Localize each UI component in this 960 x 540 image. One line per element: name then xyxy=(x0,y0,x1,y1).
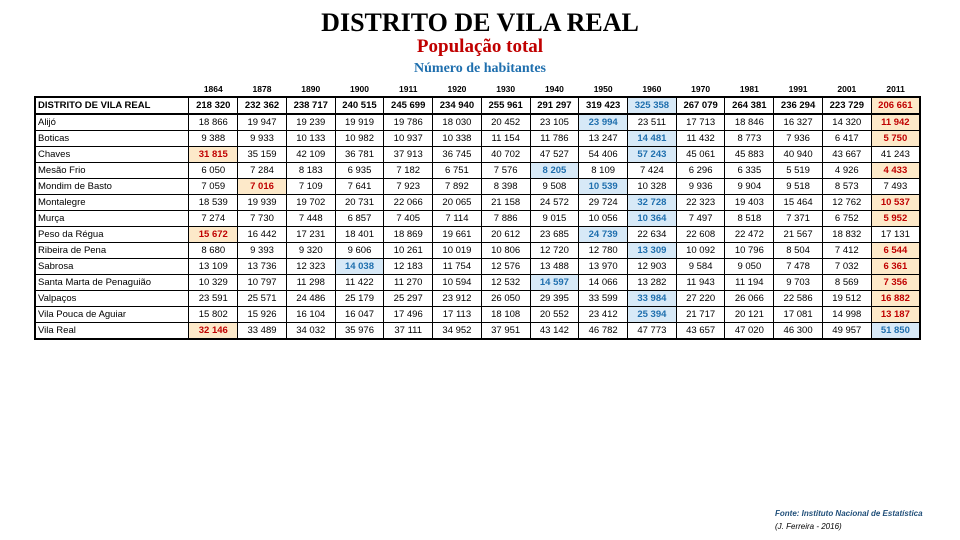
population-cell: 6 335 xyxy=(725,163,774,179)
population-cell: 12 183 xyxy=(384,259,433,275)
population-cell: 9 584 xyxy=(676,259,725,275)
page-subtitle: População total xyxy=(416,36,544,57)
population-cell: 23 105 xyxy=(530,114,579,131)
population-cell: 45 061 xyxy=(676,147,725,163)
population-cell: 7 892 xyxy=(433,179,482,195)
population-cell: 7 405 xyxy=(384,211,433,227)
population-cell: 14 597 xyxy=(530,275,579,291)
population-cell: 9 388 xyxy=(189,131,238,147)
population-cell: 7 284 xyxy=(238,163,287,179)
population-cell: 15 926 xyxy=(238,307,287,323)
municipality-row xyxy=(35,259,920,275)
population-cell: 7 356 xyxy=(871,275,920,291)
population-cell: 9 933 xyxy=(238,131,287,147)
population-cell: 23 412 xyxy=(579,307,628,323)
population-cell: 5 519 xyxy=(774,163,823,179)
municipality-row xyxy=(35,307,920,323)
row-label: Boticas xyxy=(35,131,189,147)
population-cell: 12 903 xyxy=(628,259,677,275)
population-cell: 36 745 xyxy=(433,147,482,163)
population-cell: 7 886 xyxy=(481,211,530,227)
population-cell: 10 982 xyxy=(335,131,384,147)
author-note: (J. Ferreira - 2016) xyxy=(775,522,842,531)
population-cell: 7 274 xyxy=(189,211,238,227)
population-cell: 13 488 xyxy=(530,259,579,275)
row-label: Chaves xyxy=(35,147,189,163)
population-cell: 4 433 xyxy=(871,163,920,179)
population-cell: 7 936 xyxy=(774,131,823,147)
population-cell: 7 182 xyxy=(384,163,433,179)
population-cell: 9 015 xyxy=(530,211,579,227)
row-label: DISTRITO DE VILA REAL xyxy=(35,97,189,114)
population-cell: 47 020 xyxy=(725,323,774,340)
population-cell: 234 940 xyxy=(433,97,482,114)
population-cell: 23 511 xyxy=(628,114,677,131)
row-label: Murça xyxy=(35,211,189,227)
population-cell: 7 448 xyxy=(286,211,335,227)
year-header: 1981 xyxy=(739,84,759,94)
year-header: 1900 xyxy=(350,84,369,94)
row-label: Alijó xyxy=(35,114,189,131)
population-cell: 9 508 xyxy=(530,179,579,195)
population-cell: 22 066 xyxy=(384,195,433,211)
population-cell: 11 270 xyxy=(384,275,433,291)
population-cell: 20 731 xyxy=(335,195,384,211)
year-header: 1950 xyxy=(593,84,613,94)
population-cell: 21 567 xyxy=(774,227,823,243)
population-cell: 10 338 xyxy=(433,131,482,147)
population-cell: 46 782 xyxy=(579,323,628,340)
year-header: 1878 xyxy=(252,84,272,94)
population-cell: 40 702 xyxy=(481,147,530,163)
population-cell: 10 364 xyxy=(628,211,677,227)
population-cell: 15 802 xyxy=(189,307,238,323)
population-cell: 37 951 xyxy=(481,323,530,340)
population-cell: 25 571 xyxy=(238,291,287,307)
population-cell: 8 680 xyxy=(189,243,238,259)
population-cell: 24 572 xyxy=(530,195,579,211)
population-cell: 9 904 xyxy=(725,179,774,195)
population-cell: 9 518 xyxy=(774,179,823,195)
population-cell: 14 038 xyxy=(335,259,384,275)
population-cell: 11 786 xyxy=(530,131,579,147)
population-cell: 51 850 xyxy=(871,323,920,340)
population-cell: 13 109 xyxy=(189,259,238,275)
population-cell: 35 159 xyxy=(238,147,287,163)
year-header: 1991 xyxy=(788,84,808,94)
population-cell: 23 994 xyxy=(579,114,628,131)
population-cell: 13 187 xyxy=(871,307,920,323)
population-cell: 43 657 xyxy=(676,323,725,340)
population-cell: 8 569 xyxy=(822,275,871,291)
row-label: Peso da Régua xyxy=(35,227,189,243)
population-cell: 40 940 xyxy=(774,147,823,163)
population-cell: 8 398 xyxy=(481,179,530,195)
population-cell: 18 832 xyxy=(822,227,871,243)
population-cell: 13 309 xyxy=(628,243,677,259)
row-label: Mondim de Basto xyxy=(35,179,189,195)
row-label: Sabrosa xyxy=(35,259,189,275)
population-cell: 33 984 xyxy=(628,291,677,307)
population-cell: 11 298 xyxy=(286,275,335,291)
population-cell: 13 970 xyxy=(579,259,628,275)
population-cell: 325 358 xyxy=(628,97,677,114)
population-cell: 34 952 xyxy=(433,323,482,340)
population-cell: 37 111 xyxy=(384,323,433,340)
year-header: 1930 xyxy=(496,84,516,94)
population-cell: 9 936 xyxy=(676,179,725,195)
population-cell: 20 552 xyxy=(530,307,579,323)
population-cell: 12 576 xyxy=(481,259,530,275)
municipality-row xyxy=(35,291,920,307)
row-label: Ribeira de Pena xyxy=(35,243,189,259)
population-cell: 45 883 xyxy=(725,147,774,163)
population-cell: 18 401 xyxy=(335,227,384,243)
population-cell: 291 297 xyxy=(530,97,579,114)
population-cell: 264 381 xyxy=(725,97,774,114)
population-cell: 29 724 xyxy=(579,195,628,211)
population-cell: 7 576 xyxy=(481,163,530,179)
population-cell: 17 113 xyxy=(433,307,482,323)
year-header: 2011 xyxy=(886,84,905,94)
population-cell: 7 424 xyxy=(628,163,677,179)
population-cell: 19 939 xyxy=(238,195,287,211)
population-cell: 8 205 xyxy=(530,163,579,179)
population-cell: 19 403 xyxy=(725,195,774,211)
population-cell: 11 422 xyxy=(335,275,384,291)
population-cell: 23 912 xyxy=(433,291,482,307)
population-cell: 13 282 xyxy=(628,275,677,291)
population-cell: 57 243 xyxy=(628,147,677,163)
population-cell: 8 518 xyxy=(725,211,774,227)
population-cell: 27 220 xyxy=(676,291,725,307)
municipality-row xyxy=(35,131,920,147)
population-cell: 17 713 xyxy=(676,114,725,131)
population-cell: 31 815 xyxy=(189,147,238,163)
population-cell: 8 109 xyxy=(579,163,628,179)
population-cell: 12 720 xyxy=(530,243,579,259)
population-cell: 20 612 xyxy=(481,227,530,243)
population-cell: 22 608 xyxy=(676,227,725,243)
population-cell: 43 142 xyxy=(530,323,579,340)
population-cell: 41 243 xyxy=(871,147,920,163)
population-cell: 10 937 xyxy=(384,131,433,147)
population-cell: 6 050 xyxy=(189,163,238,179)
population-cell: 10 797 xyxy=(238,275,287,291)
population-cell: 15 672 xyxy=(189,227,238,243)
population-cell: 236 294 xyxy=(774,97,823,114)
population-cell: 25 394 xyxy=(628,307,677,323)
population-cell: 18 869 xyxy=(384,227,433,243)
population-cell: 240 515 xyxy=(335,97,384,114)
population-cell: 25 297 xyxy=(384,291,433,307)
municipality-row xyxy=(35,147,920,163)
population-cell: 19 239 xyxy=(286,114,335,131)
municipality-row xyxy=(35,195,920,211)
population-cell: 21 717 xyxy=(676,307,725,323)
population-cell: 9 320 xyxy=(286,243,335,259)
population-cell: 11 943 xyxy=(676,275,725,291)
page-title: DISTRITO DE VILA REAL xyxy=(321,8,639,37)
population-cell: 6 857 xyxy=(335,211,384,227)
population-cell: 12 780 xyxy=(579,243,628,259)
population-cell: 17 496 xyxy=(384,307,433,323)
population-cell: 46 300 xyxy=(774,323,823,340)
population-cell: 8 183 xyxy=(286,163,335,179)
population-cell: 7 059 xyxy=(189,179,238,195)
population-cell: 18 108 xyxy=(481,307,530,323)
year-header: 1940 xyxy=(544,84,564,94)
population-cell: 7 032 xyxy=(822,259,871,275)
population-cell: 10 092 xyxy=(676,243,725,259)
population-cell: 7 923 xyxy=(384,179,433,195)
population-cell: 232 362 xyxy=(238,97,287,114)
population-cell: 26 066 xyxy=(725,291,774,307)
population-cell: 6 361 xyxy=(871,259,920,275)
population-cell: 7 493 xyxy=(871,179,920,195)
municipality-row xyxy=(35,243,920,259)
population-cell: 19 661 xyxy=(433,227,482,243)
population-cell: 16 327 xyxy=(774,114,823,131)
municipality-row xyxy=(35,179,920,195)
population-cell: 20 452 xyxy=(481,114,530,131)
population-cell: 9 393 xyxy=(238,243,287,259)
page-subtitle-units: Número de habitantes xyxy=(414,61,546,76)
population-cell: 22 634 xyxy=(628,227,677,243)
population-cell: 14 066 xyxy=(579,275,628,291)
population-cell: 7 016 xyxy=(238,179,287,195)
municipality-row xyxy=(35,275,920,291)
population-cell: 35 976 xyxy=(335,323,384,340)
population-table xyxy=(34,82,921,340)
population-cell: 218 320 xyxy=(189,97,238,114)
year-header: 1960 xyxy=(642,84,662,94)
population-cell: 255 961 xyxy=(481,97,530,114)
header-row xyxy=(35,82,920,97)
population-cell: 267 079 xyxy=(676,97,725,114)
population-cell: 20 065 xyxy=(433,195,482,211)
municipality-row xyxy=(35,114,920,131)
population-cell: 11 154 xyxy=(481,131,530,147)
population-cell: 15 464 xyxy=(774,195,823,211)
population-cell: 18 030 xyxy=(433,114,482,131)
population-cell: 10 328 xyxy=(628,179,677,195)
population-cell: 7 109 xyxy=(286,179,335,195)
year-header: 1970 xyxy=(691,84,711,94)
population-cell: 10 261 xyxy=(384,243,433,259)
year-header: 1920 xyxy=(447,84,467,94)
population-cell: 24 739 xyxy=(579,227,628,243)
population-cell: 22 472 xyxy=(725,227,774,243)
population-cell: 33 599 xyxy=(579,291,628,307)
population-cell: 26 050 xyxy=(481,291,530,307)
population-cell: 20 121 xyxy=(725,307,774,323)
population-cell: 9 703 xyxy=(774,275,823,291)
row-label: Santa Marta de Penaguião xyxy=(35,275,189,291)
population-cell: 10 133 xyxy=(286,131,335,147)
population-cell: 18 846 xyxy=(725,114,774,131)
population-cell: 7 371 xyxy=(774,211,823,227)
population-cell: 7 478 xyxy=(774,259,823,275)
population-cell: 4 926 xyxy=(822,163,871,179)
row-label: Valpaços xyxy=(35,291,189,307)
population-cell: 17 081 xyxy=(774,307,823,323)
source-note: Fonte: Instituto Nacional de Estatística xyxy=(775,509,923,518)
population-cell: 9 606 xyxy=(335,243,384,259)
population-cell: 16 047 xyxy=(335,307,384,323)
population-cell: 10 539 xyxy=(579,179,628,195)
district-total-row xyxy=(35,97,920,114)
population-cell: 34 032 xyxy=(286,323,335,340)
population-cell: 6 751 xyxy=(433,163,482,179)
population-cell: 10 796 xyxy=(725,243,774,259)
population-cell: 16 882 xyxy=(871,291,920,307)
population-cell: 18 866 xyxy=(189,114,238,131)
population-cell: 206 661 xyxy=(871,97,920,114)
population-cell: 18 539 xyxy=(189,195,238,211)
population-cell: 37 913 xyxy=(384,147,433,163)
population-cell: 11 432 xyxy=(676,131,725,147)
population-cell: 24 486 xyxy=(286,291,335,307)
population-cell: 16 442 xyxy=(238,227,287,243)
population-cell: 47 527 xyxy=(530,147,579,163)
population-cell: 11 942 xyxy=(871,114,920,131)
population-cell: 6 935 xyxy=(335,163,384,179)
row-label: Vila Real xyxy=(35,323,189,340)
population-cell: 14 481 xyxy=(628,131,677,147)
year-header: 1911 xyxy=(398,84,418,94)
row-label: Montalegre xyxy=(35,195,189,211)
population-cell: 17 231 xyxy=(286,227,335,243)
population-cell: 10 056 xyxy=(579,211,628,227)
population-cell: 19 702 xyxy=(286,195,335,211)
year-header: 1890 xyxy=(301,84,321,94)
population-cell: 12 762 xyxy=(822,195,871,211)
population-cell: 8 573 xyxy=(822,179,871,195)
population-cell: 19 512 xyxy=(822,291,871,307)
population-cell: 10 806 xyxy=(481,243,530,259)
header-corner xyxy=(35,82,189,97)
population-cell: 49 957 xyxy=(822,323,871,340)
population-cell: 32 728 xyxy=(628,195,677,211)
population-cell: 238 717 xyxy=(286,97,335,114)
population-cell: 19 786 xyxy=(384,114,433,131)
population-cell: 6 752 xyxy=(822,211,871,227)
population-cell: 8 773 xyxy=(725,131,774,147)
population-cell: 10 329 xyxy=(189,275,238,291)
population-cell: 7 641 xyxy=(335,179,384,195)
population-cell: 7 497 xyxy=(676,211,725,227)
population-cell: 7 730 xyxy=(238,211,287,227)
population-cell: 36 781 xyxy=(335,147,384,163)
population-cell: 245 699 xyxy=(384,97,433,114)
population-cell: 42 109 xyxy=(286,147,335,163)
population-cell: 14 998 xyxy=(822,307,871,323)
population-cell: 32 146 xyxy=(189,323,238,340)
population-cell: 11 194 xyxy=(725,275,774,291)
population-cell: 5 750 xyxy=(871,131,920,147)
population-cell: 10 594 xyxy=(433,275,482,291)
population-cell: 13 736 xyxy=(238,259,287,275)
population-cell: 12 323 xyxy=(286,259,335,275)
population-cell: 5 952 xyxy=(871,211,920,227)
population-cell: 7 412 xyxy=(822,243,871,259)
population-cell: 14 320 xyxy=(822,114,871,131)
population-cell: 29 395 xyxy=(530,291,579,307)
population-cell: 10 537 xyxy=(871,195,920,211)
population-cell: 33 489 xyxy=(238,323,287,340)
population-cell: 23 591 xyxy=(189,291,238,307)
population-cell: 23 685 xyxy=(530,227,579,243)
population-cell: 19 947 xyxy=(238,114,287,131)
year-header: 1864 xyxy=(203,84,223,94)
population-cell: 9 050 xyxy=(725,259,774,275)
population-cell: 22 586 xyxy=(774,291,823,307)
population-cell: 12 532 xyxy=(481,275,530,291)
population-cell: 25 179 xyxy=(335,291,384,307)
row-label: Mesão Frio xyxy=(35,163,189,179)
population-cell: 19 919 xyxy=(335,114,384,131)
population-cell: 22 323 xyxy=(676,195,725,211)
population-cell: 7 114 xyxy=(433,211,482,227)
population-cell: 21 158 xyxy=(481,195,530,211)
year-header: 2001 xyxy=(837,84,857,94)
population-cell: 11 754 xyxy=(433,259,482,275)
population-cell: 47 773 xyxy=(628,323,677,340)
population-cell: 43 667 xyxy=(822,147,871,163)
municipality-row xyxy=(35,163,920,179)
population-cell: 319 423 xyxy=(579,97,628,114)
population-cell: 223 729 xyxy=(822,97,871,114)
population-cell: 6 296 xyxy=(676,163,725,179)
population-cell: 6 544 xyxy=(871,243,920,259)
municipality-row xyxy=(35,323,920,340)
population-cell: 16 104 xyxy=(286,307,335,323)
population-cell: 10 019 xyxy=(433,243,482,259)
row-label: Vila Pouca de Aguiar xyxy=(35,307,189,323)
population-cell: 13 247 xyxy=(579,131,628,147)
population-cell: 54 406 xyxy=(579,147,628,163)
municipality-row xyxy=(35,227,920,243)
population-cell: 6 417 xyxy=(822,131,871,147)
population-cell: 17 131 xyxy=(871,227,920,243)
municipality-row xyxy=(35,211,920,227)
population-cell: 8 504 xyxy=(774,243,823,259)
